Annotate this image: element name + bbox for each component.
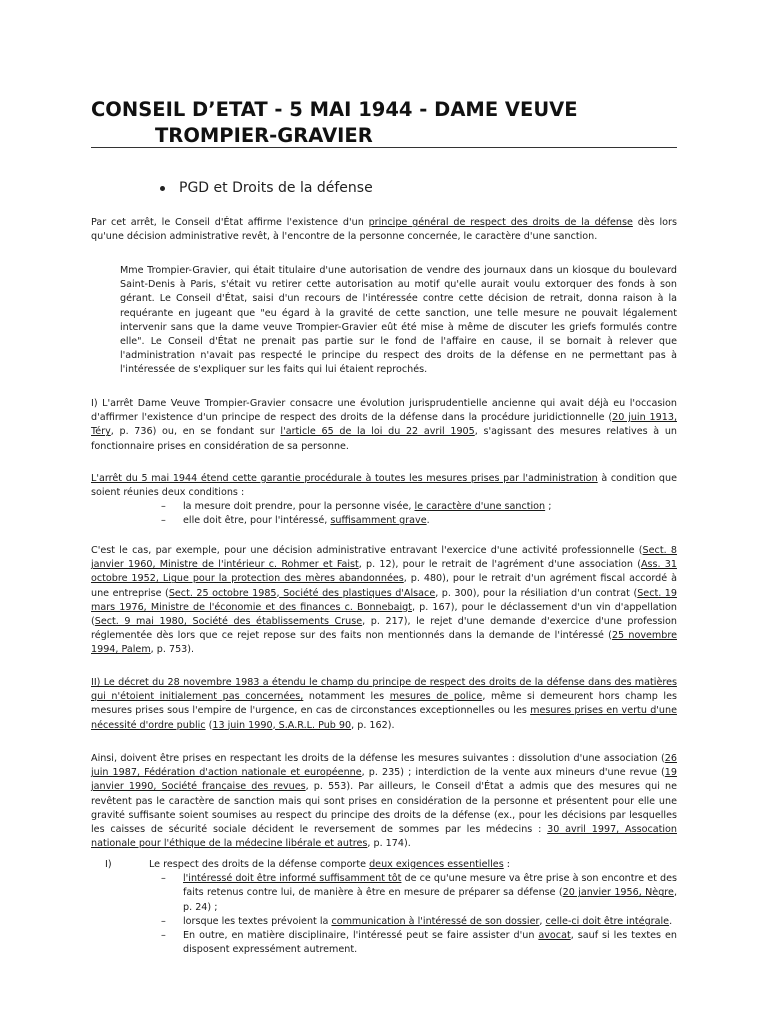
section-heading bbox=[91, 858, 677, 872]
underlined-text: mesures prises en vertu d'une nécessité d'ordre public bbox=[91, 705, 677, 731]
title-divider bbox=[91, 147, 677, 148]
underlined-text: principe général de respect des droits de la défense bbox=[368, 217, 633, 228]
text: Par cet arrêt, le Conseil d'État affirme l'existence d'un bbox=[91, 217, 369, 228]
text: dès lors qu'une décision administrative revêt, à l'encontre de la personne concernée, le caractère d'une sanction. bbox=[91, 217, 677, 243]
text: , p. 174). bbox=[367, 838, 411, 850]
citation-link: 30 avril 1997, Assocation nationale pour l'éthique de la médecine libérale et autres bbox=[91, 824, 677, 850]
text: . bbox=[669, 915, 673, 927]
text: ( bbox=[205, 719, 213, 731]
text: , p. 12), pour le retrait de l'agrément d'une association ( bbox=[358, 559, 641, 571]
dash-marker: – bbox=[161, 930, 166, 942]
text: ; bbox=[545, 501, 552, 512]
text: notamment les bbox=[303, 691, 390, 703]
dash-marker: – bbox=[161, 515, 166, 527]
paragraph-section-2 bbox=[91, 676, 677, 733]
list-item bbox=[91, 929, 677, 957]
text: , s'agissant des mesures relatives à un fonctionnaire prises en considération de sa personne. bbox=[91, 426, 677, 452]
text: de ce qu'une mesure va être prise à son encontre et des faits retenus contre lui, de manière à être en mesure de préparer sa défense ( bbox=[183, 873, 677, 899]
list-item bbox=[91, 915, 677, 929]
text: , sauf si les textes en disposent expressément autrement. bbox=[183, 930, 677, 956]
document-title bbox=[91, 97, 691, 149]
paragraph-section-1 bbox=[91, 397, 677, 454]
text: Le respect des droits de la défense comporte bbox=[149, 859, 370, 870]
paragraph-extension bbox=[91, 472, 677, 500]
text: , p. 753). bbox=[150, 644, 195, 656]
paragraph-examples bbox=[91, 544, 677, 658]
text: , bbox=[539, 915, 546, 927]
citation-link: Ass. 31 octobre 1952, Ligue pour la protection des mères abandonnées bbox=[91, 559, 677, 585]
citation-link: 25 novembre 1994, Palem bbox=[91, 630, 677, 656]
text: , p. 235) ; interdiction de la vente aux mineurs d'une revue ( bbox=[361, 767, 665, 779]
text: , p. 480), pour le retrait d'un agrément fiscal accordé à une entreprise ( bbox=[91, 573, 677, 599]
text: à condition que soient réunies deux conditions : bbox=[91, 473, 677, 499]
paragraph-facts: Mme Trompier-Gravier, qui était titulaire d'une autorisation de vendre des journaux dans un kiosque du boulevard Saint-Denis à Paris, s'était vu retirer cette autorisation au motif qu'elle aurait voulu extorquer des fonds à son gérant. Le Conseil d'État, saisi d'un recours de l'intéressée contre cette décision de retrait, donna raison à la requérante en jugeant que "eu égard à la gravité de cette sanction, une telle mesure ne pouvait légalement intervenir sans que la dame veuve Trompier-Gravier eût été mise à même de discuter les griefs formulés contre elle". Le Conseil d'État ne prenait pas partie sur le fond de l'affaire en cause, il se bornait à relever que l'administration n'avait pas respecté le principe du respect des droits de la défense en ne permettant pas à l'intéressée de s'expliquer sur les faits qui lui étaient reprochés. bbox=[120, 265, 677, 376]
citation-link: l'article 65 de la loi du 22 avril 1905 bbox=[280, 426, 475, 438]
underlined-text: celle-ci doit être intégrale bbox=[545, 915, 670, 927]
citation-link: 13 juin 1990, S.A.R.L. Pub 90 bbox=[212, 719, 352, 731]
text: , p. 553). Par ailleurs, le Conseil d'État a admis que des mesures qui ne revêtent pas le caractère de sanction mais qui sont prises en considération de la personne et présentent pour elle une gravité suffisante soient soumises au respect du principe des droits de la défense (ex., pour les décisions par lesquelles les caisses de sécurité sociale décident le reversement de sommes par les médecins : bbox=[91, 781, 677, 836]
underlined-text: suffisamment grave bbox=[330, 515, 427, 527]
underlined-text: communication à l'intéressé de son dossier bbox=[331, 915, 540, 927]
list-item bbox=[91, 514, 677, 528]
citation-link: 26 juin 1987, Fédération d'action nationale et européenne bbox=[91, 753, 677, 779]
text: , p. 217), le rejet d'une demande d'exercice d'une profession réglementée dès lors que ce rejet repose sur des faits non mentionnés dans la demande de l'intéressé ( bbox=[91, 616, 677, 642]
title-line-1: CONSEIL D’ETAT - 5 MAI 1944 - DAME VEUVE bbox=[91, 98, 578, 121]
text: lorsque les textes prévoient la bbox=[183, 915, 332, 927]
underlined-text: II) Le décret du 28 novembre 1983 a étendu le champ du principe de respect des droits de la défense dans des matières qui n'étoient initialement pas concernées, bbox=[91, 677, 677, 703]
text: : bbox=[503, 859, 511, 870]
underlined-text: le caractère d'une sanction bbox=[414, 501, 546, 512]
text: , p. 300), pour la résiliation d'un contrat ( bbox=[435, 587, 638, 599]
dash-marker: – bbox=[161, 873, 166, 885]
text: , p. 167), pour le déclassement d'un vin d'appellation ( bbox=[91, 601, 677, 628]
conditions-list bbox=[91, 500, 677, 528]
citation-link: Sect. 25 octobre 1985, Société des plastiques d'Alsace bbox=[168, 587, 436, 599]
paragraph-measures bbox=[91, 752, 677, 851]
paragraph-intro bbox=[91, 216, 677, 244]
citation-link: 20 juin 1913, Téry bbox=[91, 412, 677, 438]
title-line-2: TROMPIER-GRAVIER bbox=[155, 124, 373, 147]
text: , p. 736) ou, en se fondant sur bbox=[110, 426, 281, 438]
dash-marker: – bbox=[161, 501, 166, 512]
dash-marker: – bbox=[161, 915, 166, 927]
text: , p. 162). bbox=[351, 719, 395, 731]
text: la mesure doit prendre, pour la personne visée, bbox=[183, 501, 415, 512]
underlined-text: l'intéressé doit être informé suffisamment tôt bbox=[183, 873, 402, 885]
list-item bbox=[91, 872, 677, 915]
text: , p. 24) ; bbox=[183, 887, 677, 913]
requirements-section bbox=[91, 858, 677, 957]
citation-link: Sect. 9 mai 1980, Société des établissements Cruse bbox=[94, 616, 363, 628]
citation-link: Sect. 19 mars 1976, Ministre de l'économie et des finances c. Bonnebaigt bbox=[91, 587, 677, 613]
section-bullet bbox=[160, 180, 373, 196]
text: elle doit être, pour l'intéressé, bbox=[183, 515, 331, 527]
text: Ainsi, doivent être prises en respectant les droits de la défense les mesures suivantes : dissolution d'une association ( bbox=[91, 753, 665, 764]
bullet-dot-icon bbox=[160, 186, 165, 191]
text: I) L'arrêt Dame Veuve Trompier-Gravier consacre une évolution jurisprudentielle ancienne qui avait déjà eu l'occasion d'affirmer l'existence d'un principe de respect des droits de la défense dans la procédure juridictionnelle ( bbox=[91, 398, 677, 424]
citation-link: 19 janvier 1990, Société française des revues bbox=[91, 767, 677, 793]
underlined-text: avocat bbox=[538, 930, 571, 942]
text: , même si demeurent hors champ les mesures prises sous l'empire de l'urgence, en cas de circonstances exceptionnelles ou les bbox=[91, 691, 677, 717]
text: . bbox=[426, 515, 430, 527]
underlined-text: deux exigences essentielles bbox=[369, 859, 504, 870]
text: En outre, en matière disciplinaire, l'intéressé peut se faire assister d'un bbox=[183, 930, 539, 942]
list-item bbox=[91, 500, 677, 514]
citation-link: 20 janvier 1956, Nègre bbox=[562, 887, 674, 899]
bullet-text: PGD et Droits de la défense bbox=[179, 180, 373, 196]
text: C'est le cas, par exemple, pour une décision administrative entravant l'exercice d'une activité professionnelle ( bbox=[91, 545, 643, 556]
underlined-text: L'arrêt du 5 mai 1944 étend cette garantie procédurale à toutes les mesures prises par l'administration bbox=[91, 473, 598, 484]
underlined-text: mesures de police bbox=[389, 691, 483, 703]
section-number: I) bbox=[105, 859, 112, 870]
citation-link: Sect. 8 janvier 1960, Ministre de l'intérieur c. Rohmer et Faist bbox=[91, 545, 678, 571]
